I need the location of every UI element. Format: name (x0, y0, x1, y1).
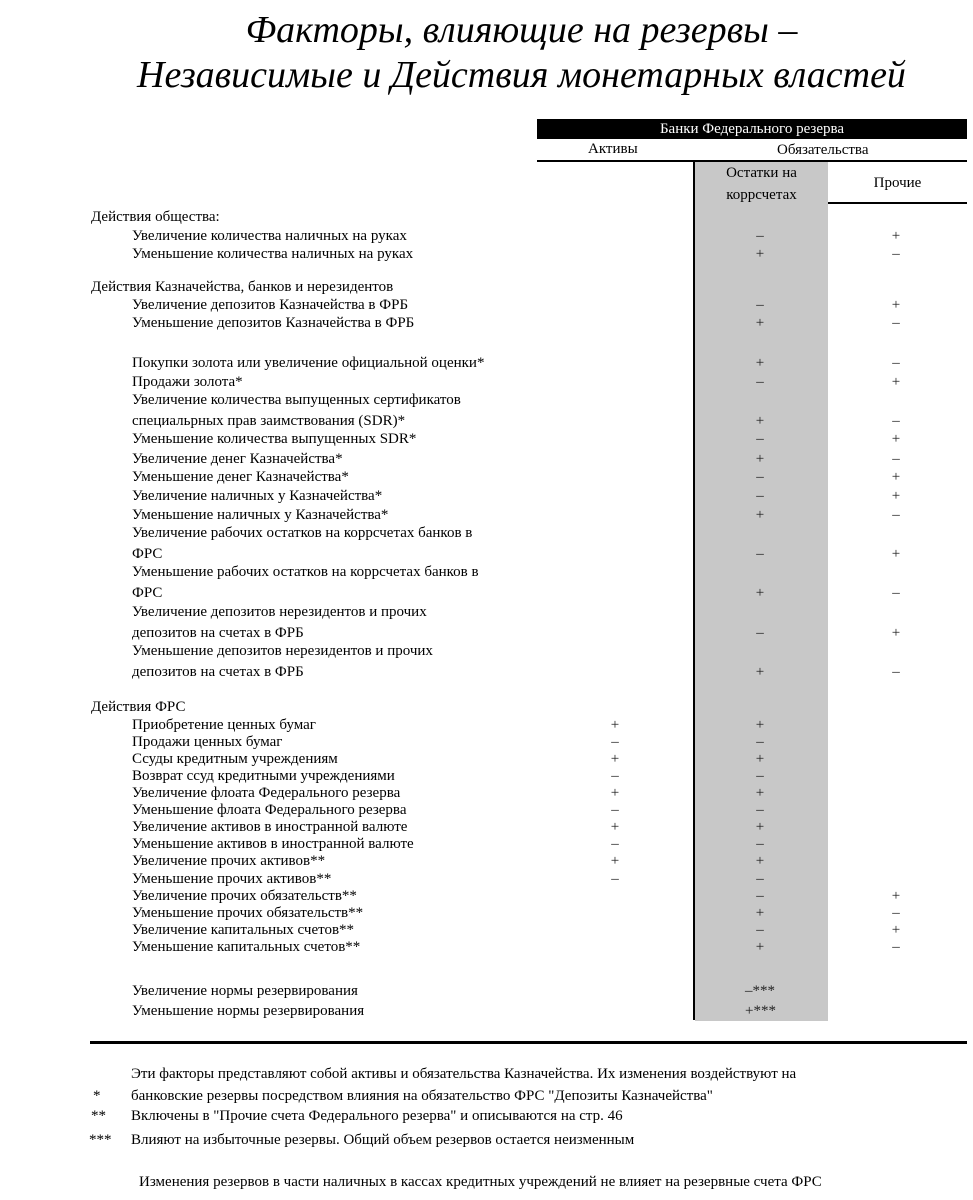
row-label: депозитов на счетах в ФРБ (132, 664, 304, 680)
row-label: Уменьшение капитальных счетов** (132, 939, 361, 955)
row-label: ФРС (132, 546, 163, 562)
row-label: Увеличение нормы резервирования (132, 983, 358, 999)
table-row (0, 373, 973, 391)
footnote-intro: Эти факторы представляют собой активы и обязательства Казначейства. Их изменения воздействуют на (131, 1066, 797, 1082)
row-label: Возврат ссуд кредитными учреждениями (132, 768, 395, 784)
table-row (0, 354, 973, 372)
other-cell: – (892, 664, 900, 680)
other-cell: + (891, 297, 901, 313)
other-cell: – (892, 939, 900, 955)
row-label: Уменьшение депозитов Казначейства в ФРБ (132, 315, 415, 331)
assets-cell: + (610, 853, 620, 869)
table-row (0, 733, 973, 751)
row-label: Увеличение активов в иностранной валюте (132, 819, 408, 835)
reserves-cell: – (756, 871, 764, 887)
table-row (0, 430, 973, 448)
section-public: Действия общества: (91, 209, 220, 225)
other-cell: + (891, 625, 901, 641)
table-row (0, 487, 973, 505)
row-label: Приобретение ценных бумаг (132, 717, 316, 733)
row-label: Уменьшение нормы резервирования (132, 1003, 365, 1019)
reserves-cell: +*** (745, 1003, 776, 1019)
table-row (0, 870, 973, 888)
table-row (0, 245, 973, 263)
reserves-cell: + (755, 905, 765, 921)
row-label: Увеличение наличных у Казначейства* (132, 488, 383, 504)
reserves-cell: + (755, 413, 765, 429)
other-cell: – (892, 315, 900, 331)
reserves-cell: – (756, 297, 764, 313)
row-label: Увеличение капитальных счетов** (132, 922, 355, 938)
other-cell: – (892, 355, 900, 371)
table-row (0, 887, 973, 905)
footnote-mark-2: ** (91, 1108, 106, 1124)
table-row (0, 584, 973, 602)
reserves-cell: – (756, 469, 764, 485)
reserves-cell: + (755, 785, 765, 801)
other-cell: – (892, 905, 900, 921)
reserves-cell: – (756, 546, 764, 562)
row-label: Увеличение рабочих остатков на коррсчетах банков в (132, 525, 473, 541)
other-cell: – (892, 413, 900, 429)
table-row (0, 767, 973, 785)
row-label: Увеличение количества наличных на руках (132, 228, 407, 244)
row-label: Увеличение количества выпущенных сертификатов (132, 392, 461, 408)
footnote-mark-1: * (93, 1088, 101, 1104)
assets-cell: + (610, 785, 620, 801)
other-cell: – (892, 246, 900, 262)
table-row (0, 624, 973, 642)
row-label: Уменьшение депозитов нерезидентов и прочих (132, 643, 433, 659)
table-row (0, 412, 973, 430)
row-label: Продажи золота* (132, 374, 243, 390)
reserves-cell: + (755, 853, 765, 869)
reserves-cell: – (756, 625, 764, 641)
table-row (0, 904, 973, 922)
footnote-bottom: Изменения резервов в части наличных в кассах кредитных учреждений не влияет на резервные счета ФРС (139, 1174, 822, 1190)
other-cell: + (891, 922, 901, 938)
reserves-cell: – (756, 768, 764, 784)
section-treasury: Действия Казначейства, банков и нерезидентов (91, 279, 394, 295)
reserves-cell: – (756, 228, 764, 244)
table-row (0, 545, 973, 563)
reserves-cell: + (755, 751, 765, 767)
reserves-cell: + (755, 717, 765, 733)
row-label: Уменьшение рабочих остатков на коррсчетах банков в (132, 564, 479, 580)
footnote-2: Включены в "Прочие счета Федерального резерва" и описываются на стр. 46 (131, 1108, 623, 1124)
assets-cell: + (610, 751, 620, 767)
row-label: Уменьшение прочих активов** (132, 871, 332, 887)
page-title-line2: Независимые и Действия монетарных властей (137, 54, 906, 96)
table-row (0, 982, 973, 1000)
other-cell: – (892, 451, 900, 467)
row-label: Уменьшение прочих обязательств** (132, 905, 364, 921)
assets-cell: – (611, 802, 619, 818)
table-row (0, 663, 973, 681)
table-row (0, 818, 973, 836)
row-label: Увеличение денег Казначейства* (132, 451, 343, 467)
row-label: ФРС (132, 585, 163, 601)
table-row (0, 716, 973, 734)
row-label: специальрных прав заимствования (SDR)* (132, 413, 406, 429)
reserves-cell: + (755, 355, 765, 371)
header-other: Прочие (873, 175, 922, 191)
row-label: Покупки золота или увеличение официальной оценки* (132, 355, 485, 371)
footnote-3: Влияют на избыточные резервы. Общий объем резервов остается неизменным (131, 1132, 635, 1148)
reserves-cell: + (755, 246, 765, 262)
table-row (0, 1002, 973, 1020)
table-row (0, 524, 973, 542)
row-label: Ссуды кредитным учреждениям (132, 751, 338, 767)
footnote-mark-3: *** (89, 1132, 112, 1148)
other-cell: + (891, 469, 901, 485)
table-row (0, 391, 973, 409)
other-cell: – (892, 507, 900, 523)
reserves-cell: + (755, 315, 765, 331)
reserves-cell: – (756, 836, 764, 852)
row-label: Увеличение прочих обязательств** (132, 888, 357, 904)
reserves-cell: – (756, 488, 764, 504)
row-label: Увеличение прочих активов** (132, 853, 326, 869)
row-label: Уменьшение активов в иностранной валюте (132, 836, 414, 852)
table-row (0, 750, 973, 768)
row-label: Увеличение флоата Федерального резерва (132, 785, 401, 801)
row-label: Уменьшение денег Казначейства* (132, 469, 349, 485)
table-row (0, 603, 973, 621)
assets-cell: – (611, 768, 619, 784)
assets-cell: – (611, 871, 619, 887)
header-liabilities: Обязательства (777, 142, 869, 158)
other-cell: + (891, 546, 901, 562)
table-row (0, 801, 973, 819)
header-rule (537, 160, 967, 162)
header-bank-bar: Банки Федерального резерва (537, 119, 967, 139)
row-label: Уменьшение количества наличных на руках (132, 246, 414, 262)
table-row (0, 314, 973, 332)
section-frs: Действия ФРС (91, 699, 186, 715)
page-title-line1: Факторы, влияющие на резервы – (245, 9, 798, 51)
assets-cell: – (611, 836, 619, 852)
reserves-cell: – (756, 734, 764, 750)
table-row (0, 468, 973, 486)
row-label: Увеличение депозитов нерезидентов и прочих (132, 604, 427, 620)
other-cell: + (891, 374, 901, 390)
row-label: Увеличение депозитов Казначейства в ФРБ (132, 297, 409, 313)
reserves-cell: – (756, 374, 764, 390)
row-label: Уменьшение флоата Федерального резерва (132, 802, 407, 818)
other-cell: + (891, 888, 901, 904)
reserves-cell: – (756, 922, 764, 938)
reserves-cell: – (756, 431, 764, 447)
table-row (0, 642, 973, 660)
footnote-1: банковские резервы посредством влияния на обязательство ФРС "Депозиты Казначейства" (131, 1088, 713, 1104)
table-row (0, 227, 973, 245)
header-assets: Активы (588, 141, 638, 157)
reserves-cell: – (756, 802, 764, 818)
assets-cell: – (611, 734, 619, 750)
row-label: депозитов на счетах в ФРБ (132, 625, 304, 641)
other-cell: – (892, 585, 900, 601)
footnote-separator (90, 1041, 967, 1044)
table-row (0, 563, 973, 581)
reserves-cell: + (755, 939, 765, 955)
table-row (0, 296, 973, 314)
table-row (0, 852, 973, 870)
reserves-cell: + (755, 819, 765, 835)
table-row (0, 784, 973, 802)
row-label: Продажи ценных бумаг (132, 734, 283, 750)
header-other-rule (828, 202, 967, 204)
table-row (0, 450, 973, 468)
reserves-cell: –*** (745, 983, 775, 999)
header-reserves-line2: коррсчетах (726, 187, 797, 203)
row-label: Уменьшение наличных у Казначейства* (132, 507, 389, 523)
table-row (0, 938, 973, 956)
row-label: Уменьшение количества выпущенных SDR* (132, 431, 417, 447)
reserves-cell: – (756, 888, 764, 904)
assets-cell: + (610, 819, 620, 835)
reserves-cell: + (755, 451, 765, 467)
other-cell: + (891, 488, 901, 504)
table-row (0, 506, 973, 524)
table-row (0, 835, 973, 853)
other-cell: + (891, 228, 901, 244)
table-row (0, 921, 973, 939)
assets-cell: + (610, 717, 620, 733)
reserves-cell: + (755, 664, 765, 680)
header-reserves-line1: Остатки на (726, 165, 797, 181)
other-cell: + (891, 431, 901, 447)
reserves-cell: + (755, 507, 765, 523)
reserves-cell: + (755, 585, 765, 601)
